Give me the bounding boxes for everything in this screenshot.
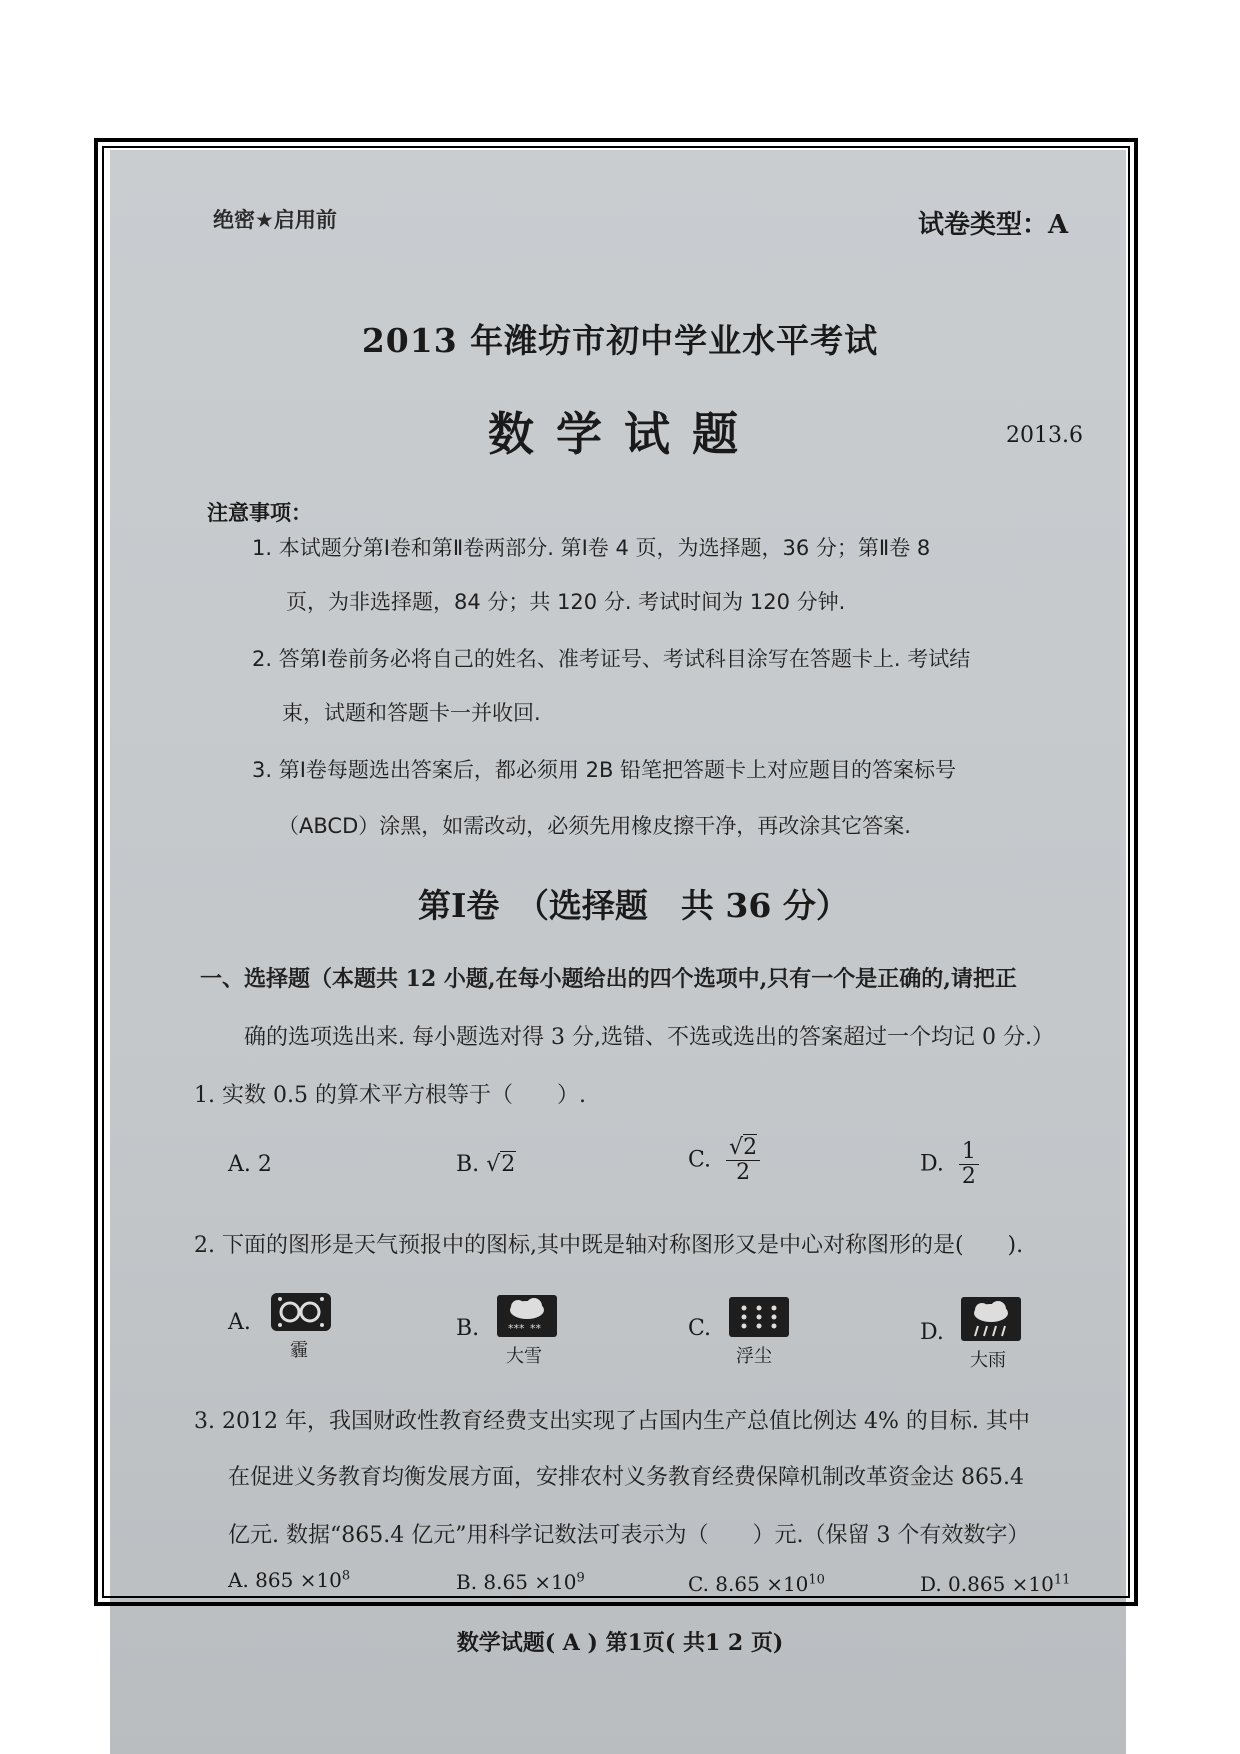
note-line: 1. 本试题分第Ⅰ卷和第Ⅱ卷两部分. 第Ⅰ卷 4 页，为选择题，36 分；第Ⅱ卷 8 xyxy=(252,536,931,560)
q3-option-d-base: D. 0.865 ×10 xyxy=(920,1572,1054,1596)
q2-option-b-label: 大雪 xyxy=(506,1346,542,1367)
note-line: 束，试题和答题卡一并收回. xyxy=(282,701,541,725)
page-border-inner xyxy=(102,146,1130,1598)
svg-text:**: ** xyxy=(530,1322,541,1335)
question-2-stem: 2. 下面的图形是天气预报中的图标,其中既是轴对称图形又是中心对称图形的是( ). xyxy=(194,1233,1024,1258)
note-line: （ABCD）涂黑，如需改动，必须先用橡皮擦干净，再改涂其它答案. xyxy=(278,814,911,838)
q3-option-b-exp: 9 xyxy=(576,1570,585,1586)
paper-type: 试卷类型：A xyxy=(918,210,1069,240)
q1-option-a: A. 2 xyxy=(228,1152,272,1177)
sqrt-symbol: √2 xyxy=(486,1152,516,1177)
q2-option-a-label: 霾 xyxy=(290,1340,308,1361)
subject-title: 数学试题 xyxy=(488,407,760,461)
question-1-stem: 1. 实数 0.5 的算术平方根等于（ ）. xyxy=(194,1083,586,1108)
page-footer: 数学试题( A ) 第1页( 共1 2 页) xyxy=(456,1630,784,1656)
part-heading-cont: 确的选项选出来. 每小题选对得 3 分,选错、不选或选出的答案超过一个均记 0 分.） xyxy=(244,1025,1054,1050)
section-title: 第Ⅰ卷 （选择题 共 36 分） xyxy=(418,886,849,925)
part-heading: 一、选择题（本题共 12 小题,在每小题给出的四个选项中,只有一个是正确的,请把正 xyxy=(200,966,1017,992)
q3-option-b-base: B. 8.65 ×10 xyxy=(456,1570,577,1594)
note-line: 3. 第Ⅰ卷每题选出答案后，都必须用 2B 铅笔把答题卡上对应题目的答案标号 xyxy=(252,758,957,782)
denominator: 2 xyxy=(961,1164,976,1190)
svg-text:***: *** xyxy=(508,1322,525,1335)
question-3-line: 在促进义务教育均衡发展方面，安排农村义务教育经费保障机制改革资金达 865.4 xyxy=(228,1465,1024,1490)
numerator: 1 xyxy=(959,1140,979,1165)
q2-option-c-label: 浮尘 xyxy=(736,1346,772,1367)
q1-option-d-letter: D. xyxy=(920,1151,944,1177)
q3-option-a-base: A. 865 ×10 xyxy=(228,1568,342,1592)
q3-option-c-exp: 10 xyxy=(808,1572,825,1588)
question-3-line: 亿元. 数据“865.4 亿元”用科学记数法可表示为（ ）元.（保留 3 个有效数字） xyxy=(228,1523,1030,1548)
q2-option-d-label: 大雨 xyxy=(970,1350,1006,1371)
q3-option-c-base: C. 8.65 ×10 xyxy=(688,1572,809,1596)
sqrt-symbol: √ xyxy=(729,1135,744,1160)
notes-heading: 注意事项： xyxy=(207,501,312,525)
q3-option-a-exp: 8 xyxy=(341,1568,351,1584)
note-line: 页，为非选择题，84 分；共 120 分. 考试时间为 120 分钟. xyxy=(286,590,846,614)
radicand: 2 xyxy=(743,1135,758,1160)
exam-date: 2013.6 xyxy=(1006,423,1083,448)
q2-option-d-letter: D. xyxy=(920,1320,944,1345)
q2-option-c-letter: C. xyxy=(688,1316,712,1341)
q2-option-a-letter: A. xyxy=(228,1310,251,1335)
q1-option-b-letter: B. xyxy=(456,1152,480,1177)
question-3-line: 3. 2012 年，我国财政性教育经费支出实现了占国内生产总值比例达 4% 的目标. 其中 xyxy=(194,1409,1030,1434)
q2-option-b-letter: B. xyxy=(456,1316,480,1341)
q3-option-d-exp: 11 xyxy=(1053,1572,1071,1588)
confidential-label: 绝密★启用前 xyxy=(213,208,337,232)
denominator: 2 xyxy=(736,1160,751,1186)
radicand: 2 xyxy=(501,1152,516,1177)
note-line: 2. 答第Ⅰ卷前务必将自己的姓名、准考证号、考试科目涂写在答题卡上. 考试结 xyxy=(252,647,971,671)
q1-option-c-letter: C. xyxy=(688,1147,712,1173)
exam-title: 2013 年潍坊市初中学业水平考试 xyxy=(361,321,879,360)
